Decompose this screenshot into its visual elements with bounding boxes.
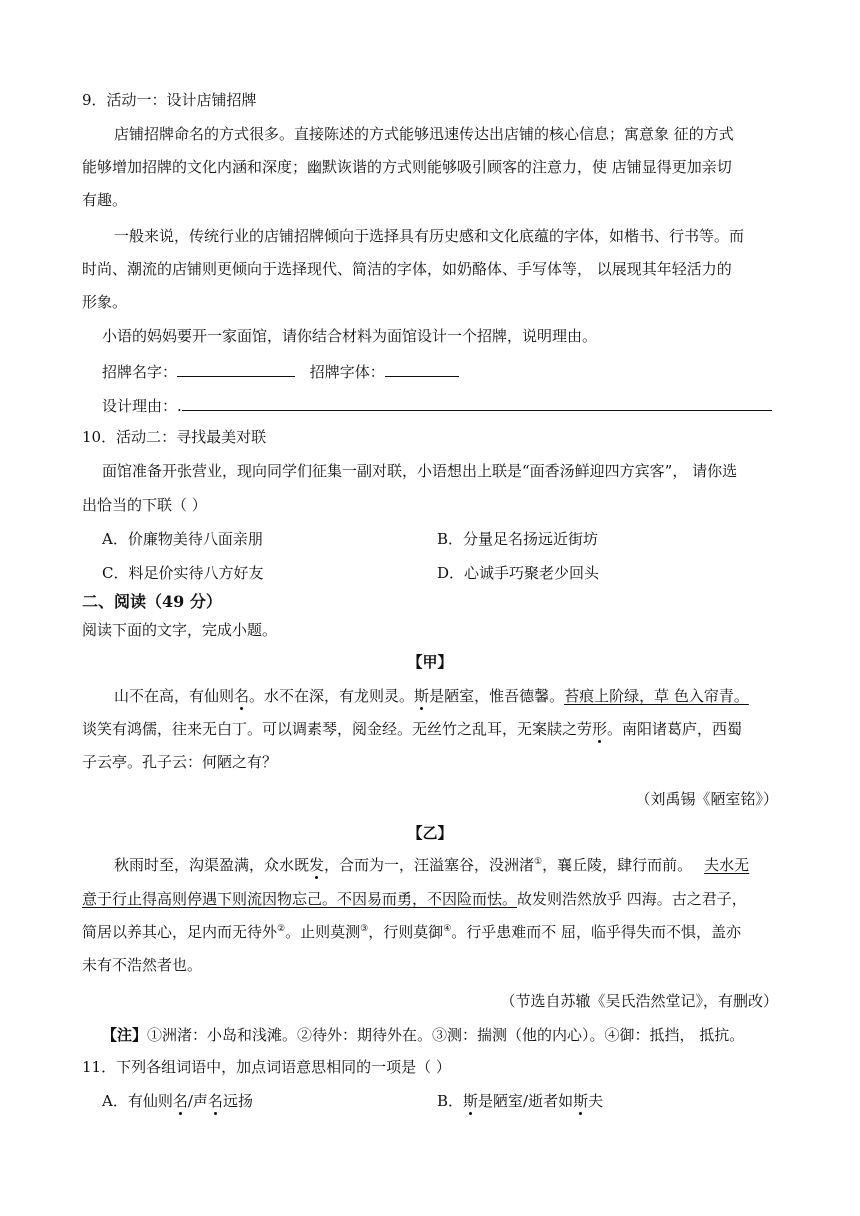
underlined-sentence: 夫水无 — [704, 856, 750, 874]
passage-jia-line2: 谈笑有鸿儒，往来无白丁。可以调素琴，阅金经。无丝竹之乱耳，无案牍之劳形。南阳诸葛庐，西蜀 — [82, 720, 743, 738]
q10-option-d[interactable]: D．心诚手巧聚老少回头 — [437, 564, 600, 582]
q10-title: 10．活动二：寻找最美对联 — [82, 428, 267, 446]
passage-jia-line3: 子云亭。孔子云：何陋之有？ — [82, 753, 278, 771]
sign-name-answer-blank[interactable] — [177, 362, 295, 377]
emphasis-dot-word: 斯 — [463, 1092, 479, 1110]
footnote-mark: ① — [534, 857, 543, 867]
footnote-text: ①洲渚：小岛和浅滩。②待外：期待外在。③测：揣测（他的内心）。④御：抵挡， 抵抗。 — [147, 1026, 745, 1044]
q9-paragraph2-line3: 形象。 — [82, 293, 128, 311]
passage-yi-line2: 意于行止得高则停遇下则流因物忘己。不因易而勇，不因险而怯。故发则浩然放乎 四海。古之君子， — [82, 890, 747, 908]
footnote-mark: ③ — [360, 924, 369, 934]
design-reason-answer-blank[interactable] — [182, 396, 772, 411]
passage-jia-heading: 【甲】 — [407, 653, 453, 671]
emphasis-dot-word: 斯 — [573, 1092, 589, 1110]
q9-paragraph1-line1: 店铺招牌命名的方式很多。直接陈述的方式能够迅速传达出店铺的核心信息；寓意象 征的方式 — [114, 125, 734, 143]
q11-stem: 11．下列各组词语中，加点词语意思相同的一项是（ ） — [82, 1058, 451, 1076]
design-reason-row — [102, 396, 772, 416]
passage-yi-line4: 未有不浩然者也。 — [82, 956, 203, 974]
passage-yi-heading: 【乙】 — [407, 824, 453, 842]
q11-option-a[interactable]: A．有仙则名/声名远扬 — [102, 1092, 253, 1110]
passage-jia-line1: 山不在高，有仙则名。水不在深，有龙则灵。斯是陋室，惟吾德馨。苔痕上阶绿，草 色入帘青。 — [114, 687, 749, 705]
q11-option-b[interactable]: B．斯是陋室/逝者如斯夫 — [437, 1092, 604, 1110]
q10-option-c[interactable]: C．料足价实待八方好友 — [102, 564, 264, 582]
emphasis-dot-word: 名 — [207, 1092, 223, 1110]
q10-stem-line1: 面馆准备开张营业，现向同学们征集一副对联，小语想出上联是“面香汤鲜迎四方宾客”， 请你选 — [102, 462, 738, 480]
sign-font-label: 招牌字体： — [309, 363, 385, 381]
design-reason-label: 设计理由：. — [102, 397, 182, 415]
section2-title: 二、阅读（49 分） — [82, 592, 222, 611]
emphasis-dot-word: 形 — [592, 720, 608, 738]
passage-yi-source: （节选自苏辙《吴氏浩然堂记》，有删改） — [500, 992, 778, 1010]
q9-task: 小语的妈妈要开一家面馆，请你结合材料为面馆设计一个招牌，说明理由。 — [102, 327, 598, 345]
q9-paragraph1-line3: 有趣。 — [82, 191, 128, 209]
emphasis-dot-word: 名 — [234, 687, 250, 705]
q9-paragraph2-line1: 一般来说，传统行业的店铺招牌倾向于选择具有历史感和文化底蕴的字体，如楷书、行书等。而 — [114, 227, 745, 245]
sign-name-row — [102, 362, 459, 382]
sign-font-answer-blank[interactable] — [385, 362, 459, 377]
q9-paragraph2-line2: 时尚、潮流的店铺则更倾向于选择现代、简洁的字体，如奶酪体、手写体等， 以展现其年轻活力的 — [82, 260, 732, 278]
q9-title: 9．活动一：设计店铺招牌 — [82, 91, 257, 109]
emphasis-dot-word: 名 — [172, 1092, 188, 1110]
sign-name-label: 招牌名字： — [102, 363, 178, 381]
emphasis-dot-word: 斯 — [414, 687, 430, 705]
q10-stem-line2: 出恰当的下联（ ） — [82, 496, 207, 514]
q9-paragraph1-line2: 能够增加招牌的文化内涵和深度；幽默诙谐的方式则能够吸引顾客的注意力，使 店铺显得更加亲切 — [82, 158, 732, 176]
q10-option-b[interactable]: B．分量足名扬远近街坊 — [437, 530, 599, 548]
q10-option-a[interactable]: A．价廉物美待八面亲朋 — [102, 530, 263, 548]
footnote-label: 【注】 — [102, 1026, 148, 1044]
passage-yi-line3: 简居以养其心，足内而无待外②。止则莫测③，行则莫御④。行乎患难而不 屈，临乎得失而不惧，盖亦 — [82, 923, 742, 941]
underlined-sentence: 意于行止得高则停遇下则流因物忘己。不因易而勇，不因险而怯。 — [82, 890, 518, 908]
section2-instruction: 阅读下面的文字，完成小题。 — [82, 621, 278, 639]
underlined-sentence: 苔痕上阶绿，草 色入帘青。 — [564, 687, 749, 705]
footnote-mark: ④ — [443, 924, 452, 934]
passage-jia-source: （刘禹锡《陋室铭》） — [635, 790, 778, 808]
footnote-mark: ② — [277, 924, 286, 934]
emphasis-dot-word: 发 — [309, 856, 325, 874]
passage-yi-line1: 秋雨时至，沟渠盈满，众水既发，合而为一，汪溢塞谷，没洲渚①，襄丘陵，肆行而前。 夫水无 — [114, 856, 750, 874]
footnote — [102, 1025, 744, 1045]
